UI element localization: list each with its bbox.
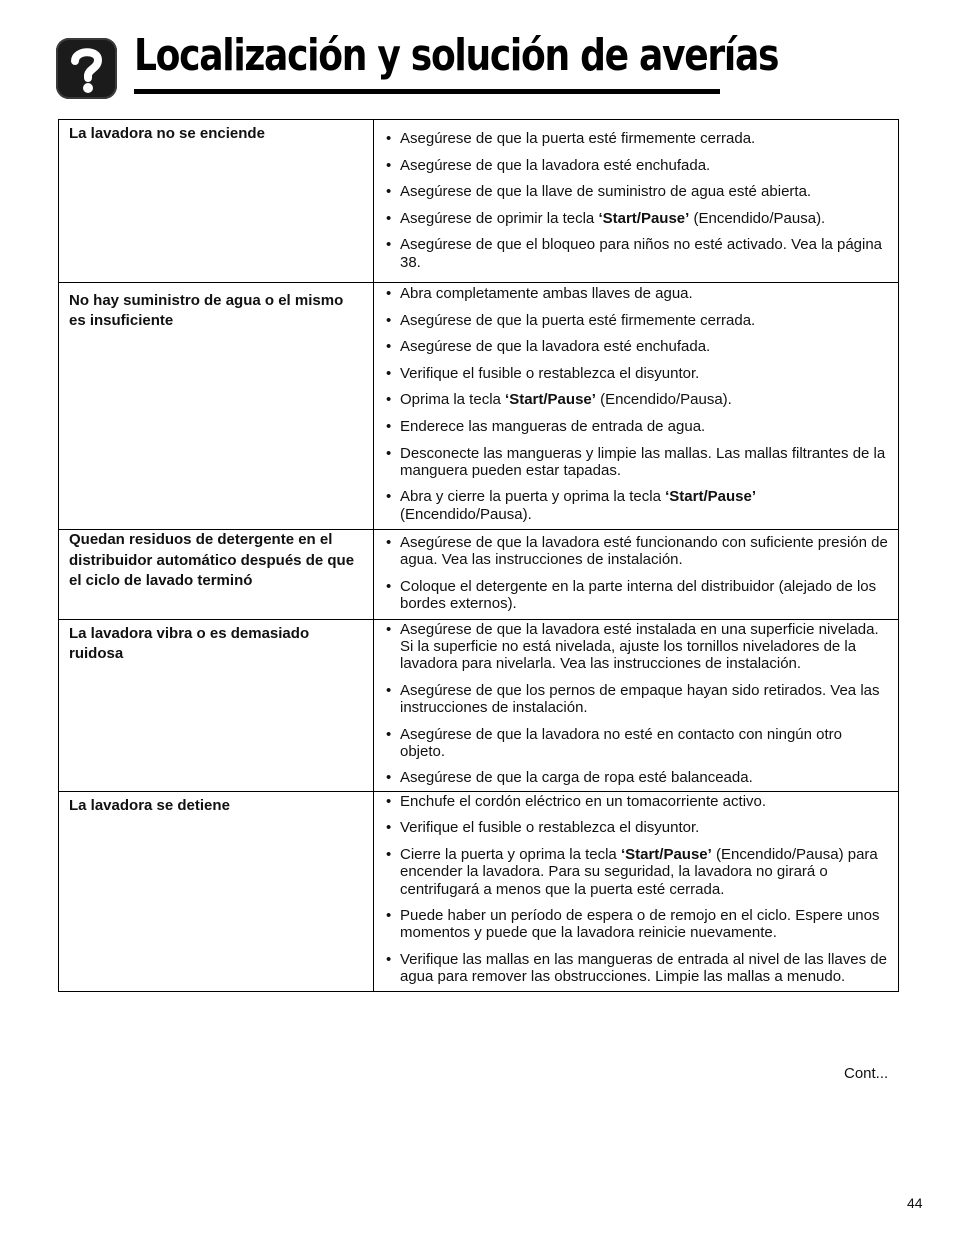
solution-item <box>400 769 888 786</box>
solution-text: Asegúrese de que la llave de suministro de agua esté abierta. <box>400 183 812 201</box>
key-label: ‘Start/Pause’ <box>665 488 756 506</box>
solution-item <box>400 907 888 942</box>
solution-text-cont: (Encendido/Pausa). <box>689 209 826 227</box>
solution-cell <box>374 791 899 991</box>
solution-text: Oprima la tecla <box>400 391 506 409</box>
page-number: 44 <box>907 1195 923 1211</box>
solution-text: Asegúrese de que la lavadora no esté en contacto con ningún otro objeto. <box>400 725 842 760</box>
solution-text: Asegúrese de que la lavadora esté funcionando con suficiente presión de agua. Vea las instrucciones de instalación. <box>400 534 888 569</box>
solution-item <box>400 488 888 523</box>
solution-item <box>400 621 888 673</box>
solution-text: Asegúrese de que la lavadora esté instalada en una superficie nivelada. Si la superficie no está nivelada, ajuste los tornillos niveladores de la lavadora para nivelarla. Vea las instrucciones de instalación. <box>400 620 879 673</box>
solution-item <box>400 418 888 435</box>
continued-label: Cont... <box>844 1065 889 1082</box>
solution-text: Enchufe el cordón eléctrico en un tomacorriente activo. <box>400 792 767 810</box>
solution-text: Asegúrese de que la puerta esté firmemente cerrada. <box>400 130 756 147</box>
solution-item <box>400 846 888 898</box>
solution-cell <box>374 120 899 283</box>
solution-text: Desconecte las mangueras y limpie las mallas. Las mallas filtrantes de la manguera pueden estar tapadas. <box>400 444 886 479</box>
solution-list <box>400 534 888 612</box>
solution-item <box>400 236 888 271</box>
solution-text-cont: (Encendido/Pausa) para encender la lavadora. Para su seguridad, la lavadora no girará o centrifugará a menos que la puerta esté cerrada. <box>400 845 878 898</box>
solution-text: Cierre la puerta y oprima la tecla <box>400 845 621 863</box>
solution-text: Abra y cierre la puerta y oprima la tecla <box>400 488 666 506</box>
troubleshooting-table <box>58 119 899 992</box>
solution-item <box>400 285 888 302</box>
solution-item <box>400 578 888 613</box>
solution-cell <box>374 282 899 529</box>
solution-text-cont: (Encendido/Pausa). <box>400 505 532 523</box>
solution-text: Enderece las mangueras de entrada de agua. <box>400 417 706 435</box>
problem-text: La lavadora no se enciende <box>69 125 265 142</box>
solution-text: Abra completamente ambas llaves de agua. <box>400 284 693 302</box>
solution-text: Verifique las mallas en las mangueras de entrada al nivel de las llaves de agua para remover las obstrucciones. Limpie las mallas a menudo. <box>400 951 887 986</box>
solution-item <box>400 312 888 329</box>
page-header <box>56 30 779 100</box>
key-label: ‘Start/Pause’ <box>620 845 712 863</box>
solution-text: Asegúrese de que la puerta esté firmemente cerrada. <box>400 311 756 329</box>
solution-item <box>400 682 888 717</box>
solution-item <box>400 338 888 355</box>
solution-item <box>400 793 888 810</box>
solution-text: Asegúrese de que la lavadora esté enchufada. <box>400 156 711 174</box>
solution-text: Asegúrese de que la carga de ropa esté balanceada. <box>400 769 753 787</box>
solution-text-cont: (Encendido/Pausa). <box>595 391 732 409</box>
solution-text: Verifique el fusible o restablezca el disyuntor. <box>400 364 700 382</box>
solution-cell <box>374 619 899 791</box>
problem-cell <box>59 791 374 991</box>
problem-cell <box>59 619 374 791</box>
solution-item <box>400 183 888 200</box>
solution-text: Asegúrese de que los pernos de empaque hayan sido retirados. Vea las instrucciones de instalación. <box>400 681 880 716</box>
problem-cell <box>59 282 374 529</box>
solution-list <box>400 285 888 523</box>
solution-item <box>400 726 888 761</box>
solution-item <box>400 951 888 986</box>
key-label: ‘Start/Pause’ <box>598 209 690 227</box>
problem-cell <box>59 530 374 619</box>
solution-text: Verifique el fusible o restablezca el disyuntor. <box>400 819 700 837</box>
problem-text: La lavadora se detiene <box>69 796 230 814</box>
problem-text: La lavadora vibra o es demasiado ruidosa <box>69 624 310 662</box>
solution-text: Asegúrese de que el bloqueo para niños no esté activado. Vea la página 38. <box>400 236 883 271</box>
solution-item <box>400 819 888 836</box>
solution-text: Coloque el detergente en la parte interna del distribuidor (alejado de los bordes externos). <box>400 577 877 613</box>
problem-cell <box>59 120 374 283</box>
solution-item <box>400 391 888 408</box>
solution-list <box>400 793 888 986</box>
table-row <box>59 120 899 283</box>
question-mark-icon <box>56 38 117 99</box>
title-underline <box>134 89 720 94</box>
table-row <box>59 791 899 991</box>
solution-item <box>400 210 888 227</box>
solution-list <box>400 130 888 271</box>
problem-text: Quedan residuos de detergente en el distribuidor automático después de que el ciclo de lavado terminó <box>69 531 355 590</box>
table-row <box>59 282 899 529</box>
key-label: ‘Start/Pause’ <box>505 391 596 409</box>
solution-item <box>400 130 888 147</box>
page-title: Localización y solución de averías <box>134 30 779 81</box>
table-row <box>59 619 899 791</box>
solution-text: Asegúrese de oprimir la tecla <box>400 209 599 227</box>
table-row <box>59 530 899 619</box>
solution-item <box>400 365 888 382</box>
solution-item <box>400 534 888 569</box>
solution-item <box>400 157 888 174</box>
solution-text: Puede haber un período de espera o de remojo en el ciclo. Espere unos momentos y puede que la lavadora reinicie nuevamente. <box>400 907 880 942</box>
solution-text: Asegúrese de que la lavadora esté enchufada. <box>400 338 711 356</box>
solution-list <box>400 621 888 787</box>
solution-cell <box>374 530 899 619</box>
problem-text: No hay suministro de agua o el mismo es insuficiente <box>69 291 344 330</box>
solution-item <box>400 445 888 480</box>
